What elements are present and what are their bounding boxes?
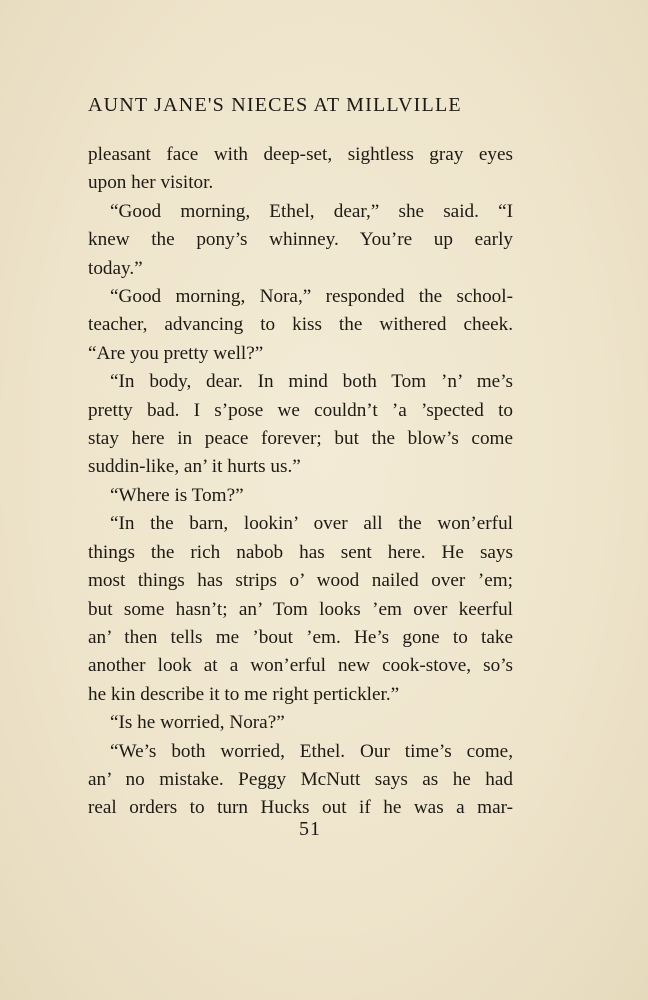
text-line: but some hasn’t; an’ Tom looks ’em over keerful <box>88 598 513 620</box>
body-text <box>88 141 513 823</box>
text-line: “In the barn, lookin’ over all the won’erful <box>110 513 513 535</box>
text-line: “Is he worried, Nora?” <box>110 712 285 734</box>
text-line: “In body, dear. In mind both Tom ’n’ me’s <box>110 371 513 393</box>
text-line: upon her visitor. <box>88 172 214 194</box>
text-line: an’ no mistake. Peggy McNutt says as he had <box>88 768 513 790</box>
text-line: “Are you pretty well?” <box>88 342 264 364</box>
text-line: an’ then tells me ’bout ’em. He’s gone to take <box>88 626 513 648</box>
text-line: another look at a won’erful new cook-stove, so’s <box>88 655 513 677</box>
running-head: AUNT JANE'S NIECES AT MILLVILLE <box>88 94 462 116</box>
text-line: most things has strips o’ wood nailed over ’em; <box>88 570 513 592</box>
text-line: “Where is Tom?” <box>110 484 244 506</box>
text-line: teacher, advancing to kiss the withered cheek. <box>88 314 513 336</box>
text-line: “We’s both worried, Ethel. Our time’s come, <box>110 740 513 762</box>
text-line: “Good morning, Ethel, dear,” she said. “I <box>110 200 513 222</box>
page-number: 51 <box>299 818 321 840</box>
text-line: “Good morning, Nora,” responded the school- <box>110 286 513 308</box>
text-line: stay here in peace forever; but the blow’s come <box>88 428 513 450</box>
text-line: knew the pony’s whinney. You’re up early <box>88 229 513 251</box>
text-line: pretty bad. I s’pose we couldn’t ’a ’spected to <box>88 399 513 421</box>
text-line: things the rich nabob has sent here. He says <box>88 541 513 563</box>
text-line: pleasant face with deep-set, sightless gray eyes <box>88 144 513 165</box>
text-line: real orders to turn Hucks out if he was a mar- <box>88 797 513 819</box>
text-line: suddin-like, an’ it hurts us.” <box>88 456 301 478</box>
text-line: today.” <box>88 257 143 279</box>
text-line: he kin describe it to me right pertickler.” <box>88 683 400 705</box>
